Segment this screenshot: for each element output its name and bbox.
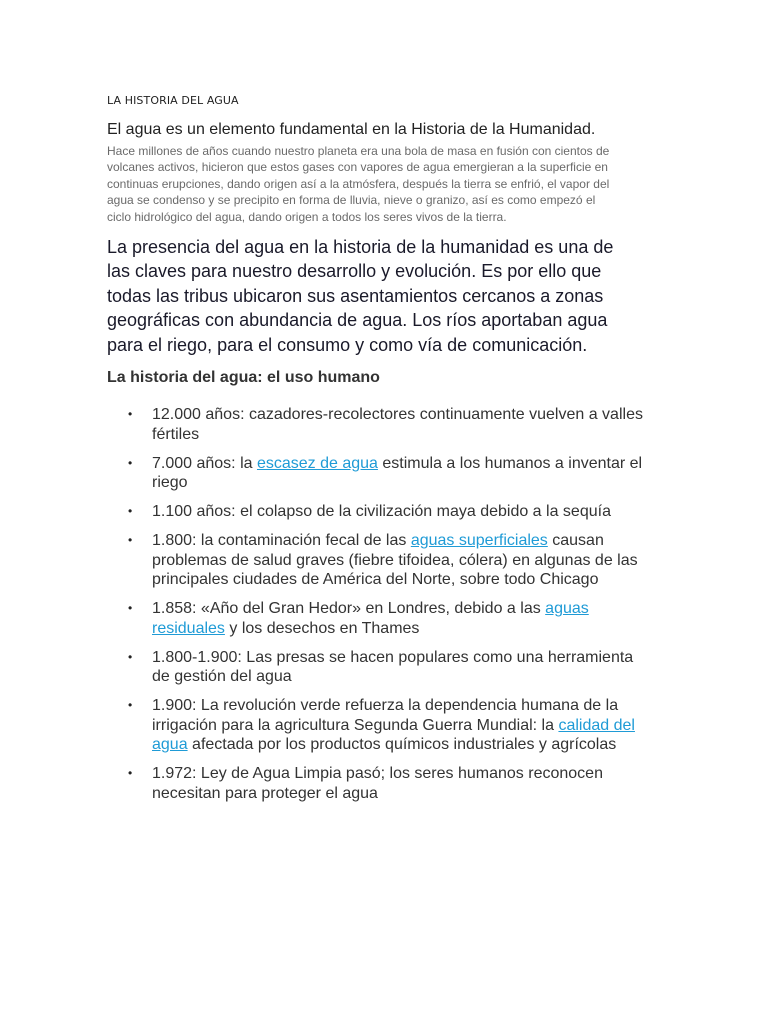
list-item — [128, 531, 658, 590]
item-line: 1.900: La revolución verde refuerza la dependencia humana de la — [152, 697, 619, 714]
history-list — [128, 405, 658, 813]
bullet-icon: • — [128, 407, 133, 421]
paragraph-line: todas las tribus ubicaron sus asentamientos cercanos a zonas — [107, 285, 604, 306]
bullet-icon: • — [128, 601, 133, 615]
link-calidad-del-agua[interactable]: calidad del — [558, 716, 635, 734]
lead-line: volcanes activos, hicieron que estos gases con vapores de agua emergieran a la superficie en — [107, 160, 608, 175]
list-item — [128, 599, 658, 638]
list-item — [128, 502, 658, 522]
bullet-icon: • — [128, 455, 133, 470]
bullet-icon: • — [128, 533, 133, 547]
bullet-icon: • — [128, 649, 133, 664]
bullet-icon: • — [128, 766, 133, 780]
lead-heading: El agua es un elemento fundamental en la Historia de la Humanidad. — [107, 121, 596, 138]
item-line — [152, 619, 658, 639]
item-text: y los desechos en Thames — [224, 619, 420, 637]
list-item — [128, 454, 658, 493]
item-line: fértiles — [152, 425, 200, 443]
item-text: causan — [547, 532, 604, 549]
item-line: 1.972: Ley de Agua Limpia pasó; los seres humanos reconocen — [152, 765, 603, 782]
paragraph-line: geográficas con abundancia de agua. Los ríos aportaban agua — [107, 310, 608, 331]
item-line: principales ciudades de América del Norte, sobre todo Chicago — [152, 571, 599, 588]
link-calidad-del-agua[interactable]: agua — [152, 736, 188, 753]
item-line: 12.000 años: cazadores-recolectores continuamente vuelven a valles — [152, 406, 643, 423]
item-text: afectada por los productos químicos industriales y agrícolas — [187, 736, 617, 753]
item-line — [152, 599, 658, 619]
paragraph-line: para el riego, para el consumo y como vía de comunicación. — [107, 334, 588, 355]
item-text: irrigación para la agricultura Segunda Guerra Mundial: la — [152, 716, 559, 734]
item-line: problemas de salud graves (fiebre tifoidea, cólera) en algunas de las — [152, 551, 638, 569]
item-line — [152, 716, 658, 736]
link-aguas-residuales[interactable]: residuales — [152, 619, 225, 637]
link-aguas-superficiales[interactable]: aguas superficiales — [410, 532, 548, 549]
list-item — [128, 648, 658, 687]
lead-line: agua se condenso y se precipito en forma de lluvia, nieve o granizo, así es como empezó el — [107, 193, 596, 208]
link-aguas-residuales[interactable]: aguas — [545, 600, 589, 617]
list-item — [128, 405, 658, 444]
lead-line: ciclo hidrológico del agua, dando origen a todos los seres vivos de la tierra. — [107, 209, 507, 224]
item-text: 1.858: «Año del Gran Hedor» en Londres, debido a las — [152, 600, 546, 617]
list-item — [128, 764, 658, 803]
item-line — [152, 531, 658, 551]
lead-paragraph — [107, 143, 662, 225]
section-heading: La historia del agua: el uso humano — [107, 369, 380, 386]
item-text: 1.800: la contaminación fecal de las — [152, 532, 411, 549]
item-line — [152, 735, 658, 755]
item-line: riego — [152, 474, 188, 491]
lead-line: continuas erupciones, dando origen así a la atmósfera, después la tierra se enfrió, el vapor del — [107, 176, 610, 191]
document-title: LA HISTORIA DEL AGUA — [107, 94, 239, 107]
list-item — [128, 696, 658, 755]
item-line: 1.100 años: el colapso de la civilización maya debido a la sequía — [152, 503, 611, 520]
paragraph-line: La presencia del agua en la historia de la humanidad es una de — [107, 237, 614, 257]
paragraph-line: las claves para nuestro desarrollo y evolución. Es por ello que — [107, 261, 602, 282]
link-escasez-de-agua[interactable]: escasez de agua — [256, 454, 378, 472]
bullet-icon: • — [128, 504, 133, 518]
item-line — [152, 454, 658, 474]
item-line: de gestión del agua — [152, 668, 292, 685]
item-text: estimula a los humanos a inventar el — [377, 454, 643, 472]
item-line: necesitan para proteger el agua — [152, 784, 378, 802]
item-line: 1.800-1.900: Las presas se hacen populares como una herramienta — [152, 648, 634, 666]
lead-line: Hace millones de años cuando nuestro planeta era una bola de masa en fusión con cientos de — [107, 144, 610, 158]
presence-paragraph — [107, 235, 667, 357]
item-text: 7.000 años: la — [152, 454, 257, 472]
bullet-icon: • — [128, 698, 133, 712]
